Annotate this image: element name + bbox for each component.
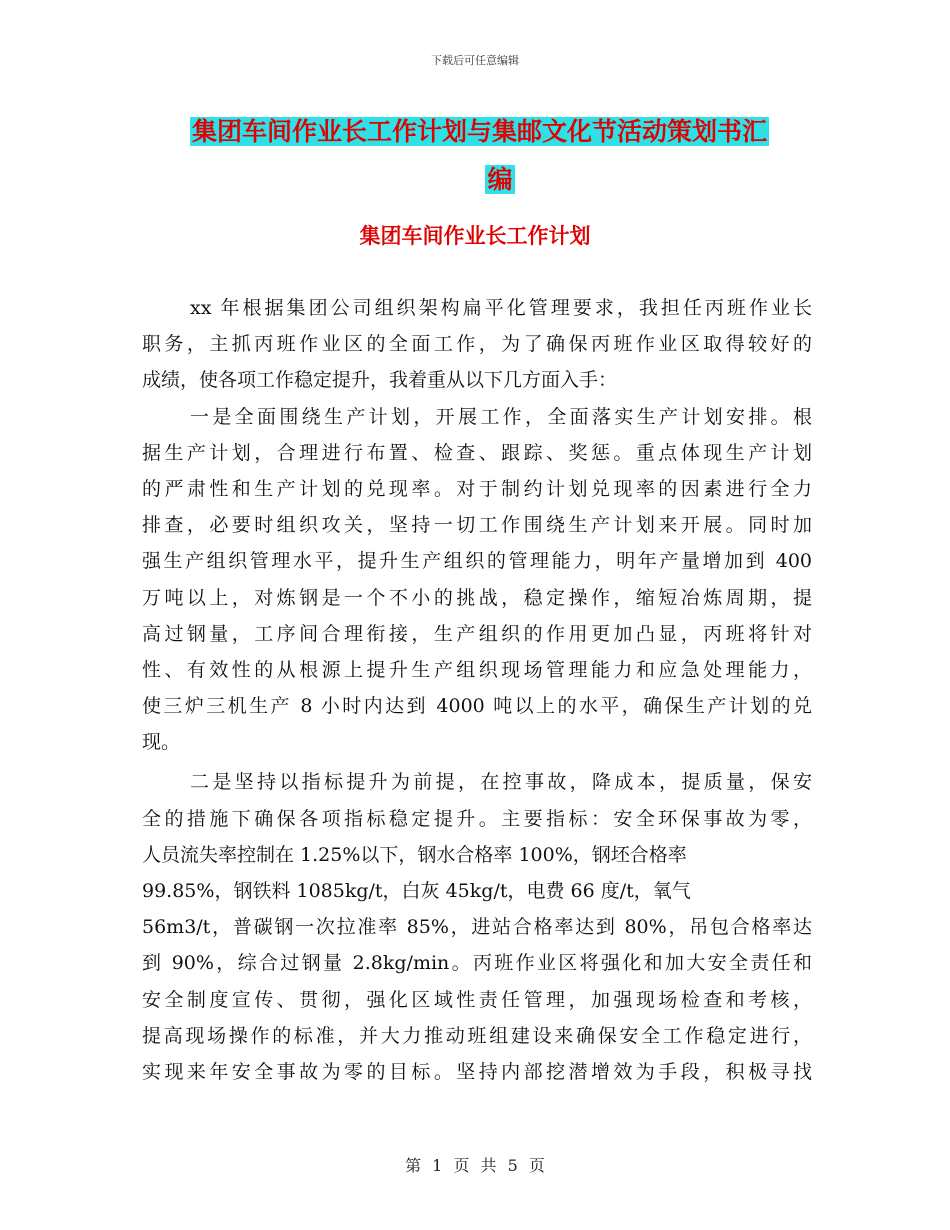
header-note: 下载后可任意编辑 bbox=[431, 54, 519, 67]
paragraph-line: 现。 bbox=[142, 731, 181, 754]
paragraph-line: 性、有效性的从根源上提升生产组织现场管理能力和应急处理能力， bbox=[142, 658, 812, 681]
paragraph-line: 二是坚持以指标提升为前提，在控事故，降成本，提质量，保安 bbox=[190, 771, 812, 794]
paragraph-3 bbox=[142, 764, 812, 1090]
paragraph-line: xx 年根据集团公司组织架构扁平化管理要求，我担任丙班作业长 bbox=[190, 297, 812, 319]
paragraph-2 bbox=[142, 399, 812, 761]
paragraph-line: 到 90%，综合过钢量 2.8kg/min。丙班作业区将强化和加大安全责任和 bbox=[142, 952, 812, 975]
paragraph-line: 强生产组织管理水平，提升生产组织的管理能力，明年产量增加到 400 bbox=[142, 550, 812, 573]
paragraph-line: 据生产计划，合理进行布置、检查、跟踪、奖惩。重点体现生产计划 bbox=[142, 441, 812, 464]
page-number-footer: 第 1 页 共 5 页 bbox=[405, 1156, 545, 1175]
paragraph-line: 人员流失率控制在 1.25%以下，钢水合格率 100%，钢坯合格率 bbox=[142, 843, 687, 866]
section-heading: 集团车间作业长工作计划 bbox=[359, 224, 591, 248]
document-title-line-2-text: 编 bbox=[487, 165, 513, 194]
paragraph-line: 排查，必要时组织攻关，坚持一切工作围绕生产计划来开展。同时加 bbox=[142, 514, 812, 537]
paragraph-line: 99.85%，钢铁料 1085kg/t，白灰 45kg/t，电费 66 度/t，氧气 bbox=[142, 880, 691, 902]
paragraph-line: 提高现场操作的标准，并大力推动班组建设来确保安全工作稳定进行， bbox=[142, 1024, 812, 1047]
paragraph-line: 使三炉三机生产 8 小时内达到 4000 吨以上的水平，确保生产计划的兑 bbox=[142, 695, 812, 718]
paragraph-line: 的严肃性和生产计划的兑现率。对于制约计划兑现率的因素进行全力 bbox=[142, 477, 812, 500]
document-title-line-2 bbox=[190, 156, 810, 204]
paragraph-1 bbox=[142, 290, 812, 399]
paragraph-line: 成绩，使各项工作稳定提升，我着重从以下几方面入手： bbox=[142, 369, 618, 392]
document-title-line-1 bbox=[190, 108, 810, 156]
paragraph-line: 职务，主抓丙班作业区的全面工作，为了确保丙班作业区取得较好的 bbox=[142, 333, 812, 356]
document-title-line-1-text: 集团车间作业长工作计划与集邮文化节活动策划书汇 bbox=[192, 117, 768, 146]
paragraph-line: 安全制度宣传、贯彻，强化区域性责任管理，加强现场检查和考核， bbox=[142, 988, 812, 1011]
document-body bbox=[142, 290, 812, 1090]
paragraph-line: 56m3/t，普碳钢一次拉准率 85%，进站合格率达到 80%，吊包合格率达 bbox=[142, 916, 812, 939]
paragraph-line: 万吨以上，对炼钢是一个不小的挑战，稳定操作，缩短冶炼周期，提 bbox=[142, 586, 812, 609]
paragraph-line: 一是全面围绕生产计划，开展工作，全面落实生产计划安排。根 bbox=[190, 405, 812, 428]
paragraph-line: 实现来年安全事故为零的目标。坚持内部挖潜增效为手段，积极寻找 bbox=[142, 1060, 812, 1083]
document-title bbox=[190, 108, 810, 204]
paragraph-line: 全的措施下确保各项指标稳定提升。主要指标：安全环保事故为零， bbox=[142, 807, 812, 830]
paragraph-line: 高过钢量，工序间合理衔接，生产组织的作用更加凸显，丙班将针对 bbox=[142, 622, 812, 645]
